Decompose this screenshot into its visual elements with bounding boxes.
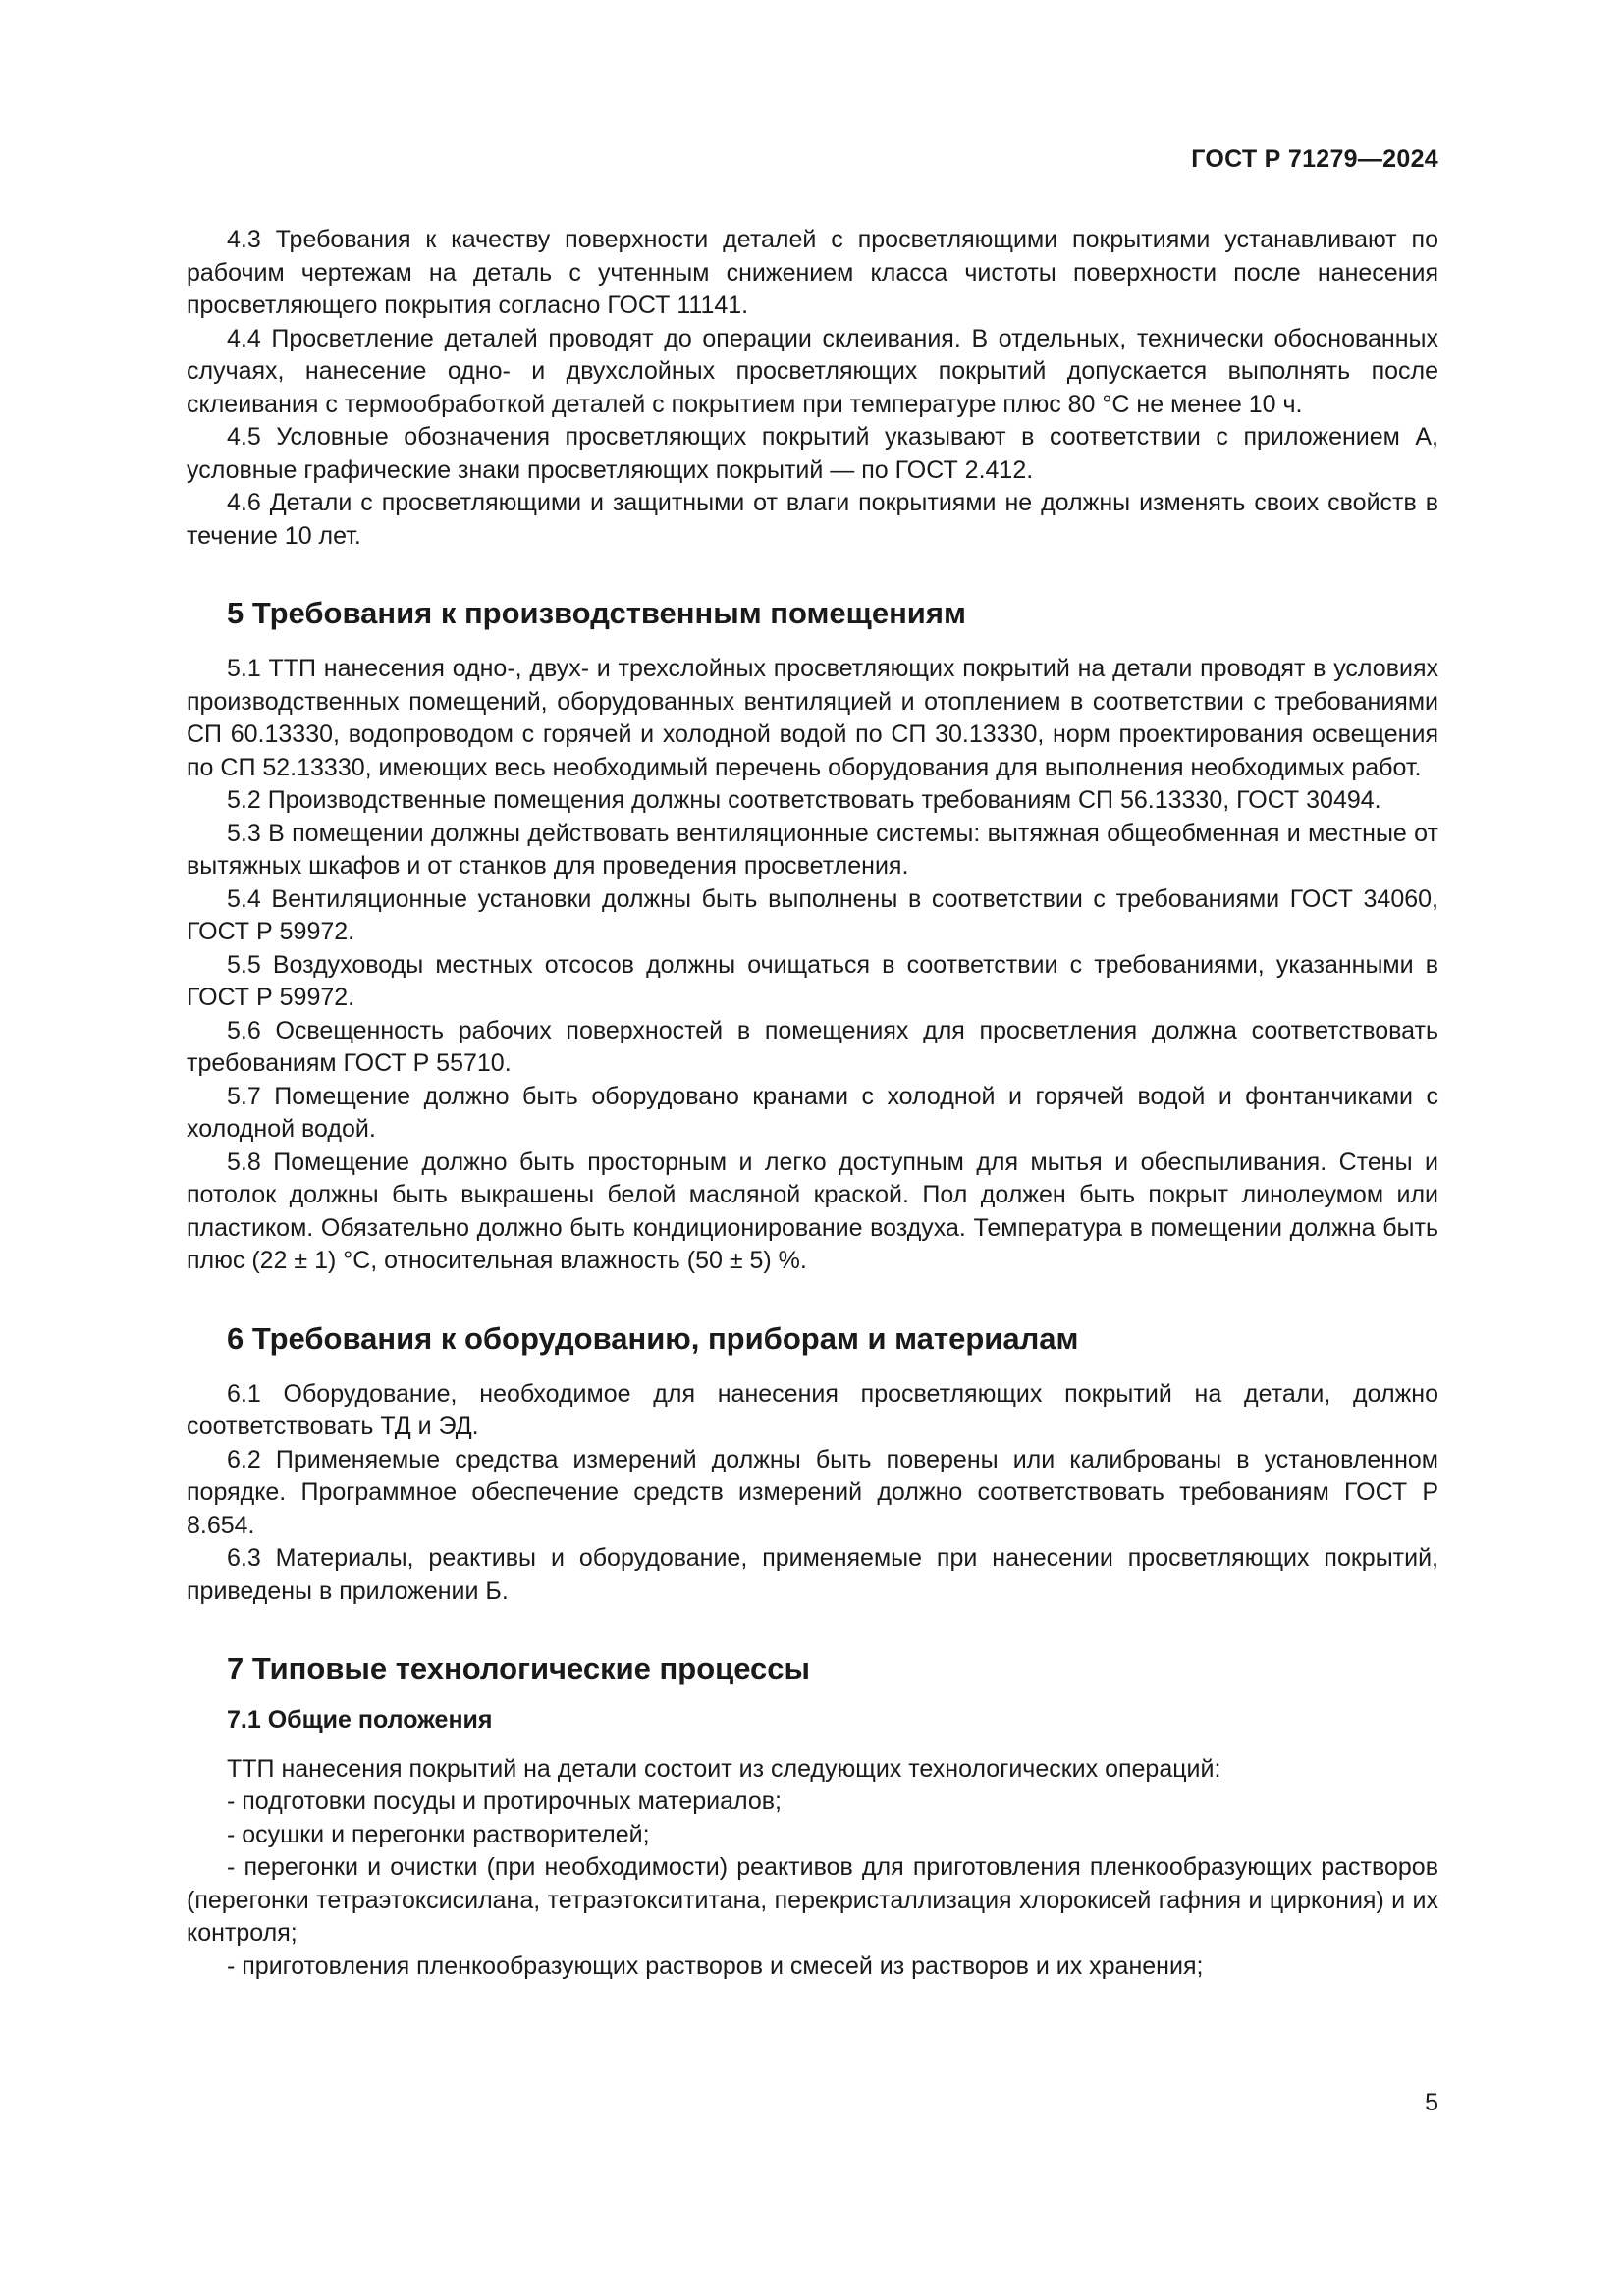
page-number: 5 xyxy=(1425,2089,1438,2116)
document-code-header: ГОСТ Р 71279—2024 xyxy=(1191,145,1438,173)
paragraph-5-6: 5.6 Освещенность рабочих поверхностей в помещениях для просветления должна соответствовать требованиям ГОСТ Р 55710. xyxy=(187,1016,1438,1077)
paragraph-5-4: 5.4 Вентиляционные установки должны быть выполнены в соответствии с требованиями ГОСТ 34060, ГОСТ Р 59972. xyxy=(187,884,1438,945)
section-6-heading: 6 Требования к оборудованию, приборам и материалам xyxy=(227,1320,1079,1356)
document-content xyxy=(187,224,1438,1983)
paragraph-6-3: 6.3 Материалы, реактивы и оборудование, применяемые при нанесении просветляющих покрытий, приведены в приложении Б. xyxy=(187,1544,1438,1605)
paragraph-5-1: 5.1 ТТП нанесения одно-, двух- и трехслойных просветляющих покрытий на детали проводят в условиях производственных помещений, оборудованных вентиляцией и отоплением в соответствии с требованиями СП 60.13330, водопроводом с горячей и холодной водой по СП 30.13330, норм проектирования освещения по СП 52.13330, имеющих весь необходимый перечень оборудования для выполнения необходимых работ. xyxy=(187,655,1438,781)
subsection-7-1-heading: 7.1 Общие положения xyxy=(227,1706,493,1734)
document-page xyxy=(187,0,1438,2296)
paragraph-5-8: 5.8 Помещение должно быть просторным и легко доступным для мытья и обеспыливания. Стены и потолок должны быть выкрашены белой масляной краской. Пол должен быть покрыт линолеумом или пластиком. Обязательно должно быть кондиционирование воздуха. Температура в помещении должна быть плюс (22 ± 1) °С, относительная влажность (50 ± 5) %. xyxy=(187,1148,1438,1274)
list-item: - подготовки посуды и протирочных материалов; xyxy=(227,1788,783,1815)
list-intro: ТТП нанесения покрытий на детали состоит из следующих технологических операций: xyxy=(227,1754,1221,1783)
paragraph-6-1: 6.1 Оборудование, необходимое для нанесения просветляющих покрытий на детали, должно соответствовать ТД и ЭД. xyxy=(187,1379,1438,1440)
paragraph-5-7: 5.7 Помещение должно быть оборудовано кранами с холодной и горячей водой и фонтанчиками с холодной водой. xyxy=(187,1082,1438,1143)
section-5-heading: 5 Требования к производственным помещениям xyxy=(227,596,966,630)
section-7-heading: 7 Типовые технологические процессы xyxy=(227,1651,810,1685)
paragraph-5-2: 5.2 Производственные помещения должны соответствовать требованиям СП 56.13330, ГОСТ 30494. xyxy=(227,786,1381,814)
paragraph-4-5: 4.5 Условные обозначения просветляющих покрытий указывают в соответствии с приложением А, условные графические знаки просветляющих покрытий — по ГОСТ 2.412. xyxy=(187,423,1438,484)
list-item: - перегонки и очистки (при необходимости) реактивов для приготовления пленкообразующих растворов (перегонки тетраэтоксисилана, тетраэтоксититана, перекристаллизация хлорокисей гафния и циркония) и их контроля; xyxy=(187,1853,1438,1947)
paragraph-4-3: 4.3 Требования к качеству поверхности деталей с просветляющими покрытиями устанавливают по рабочим чертежам на деталь с учтенным снижением класса чистоты поверхности после нанесения просветляющего покрытия согласно ГОСТ 11141. xyxy=(187,226,1438,319)
list-item: - приготовления пленкообразующих растворов и смесей из растворов и их хранения; xyxy=(227,1951,1204,1980)
paragraph-4-6: 4.6 Детали с просветляющими и защитными от влаги покрытиями не должны изменять своих свойств в течение 10 лет. xyxy=(187,489,1438,550)
paragraph-6-2: 6.2 Применяемые средства измерений должны быть поверены или калиброваны в установленном порядке. Программное обеспечение средств измерений должно соответствовать требованиям ГОСТ Р 8.654. xyxy=(187,1445,1438,1539)
paragraph-5-3: 5.3 В помещении должны действовать вентиляционные системы: вытяжная общеобменная и местные от вытяжных шкафов и от станков для проведения просветления. xyxy=(187,819,1438,880)
list-item: - осушки и перегонки растворителей; xyxy=(227,1820,650,1848)
paragraph-5-5: 5.5 Воздуховоды местных отсосов должны очищаться в соответствии с требованиями, указанными в ГОСТ Р 59972. xyxy=(187,950,1438,1011)
paragraph-4-4: 4.4 Просветление деталей проводят до операции склеивания. В отдельных, технически обоснованных случаях, нанесение одно- и двухслойных просветляющих покрытий допускается выполнять после склеивания с термообработкой деталей с покрытием при температуре плюс 80 °С не менее 10 ч. xyxy=(187,324,1438,418)
